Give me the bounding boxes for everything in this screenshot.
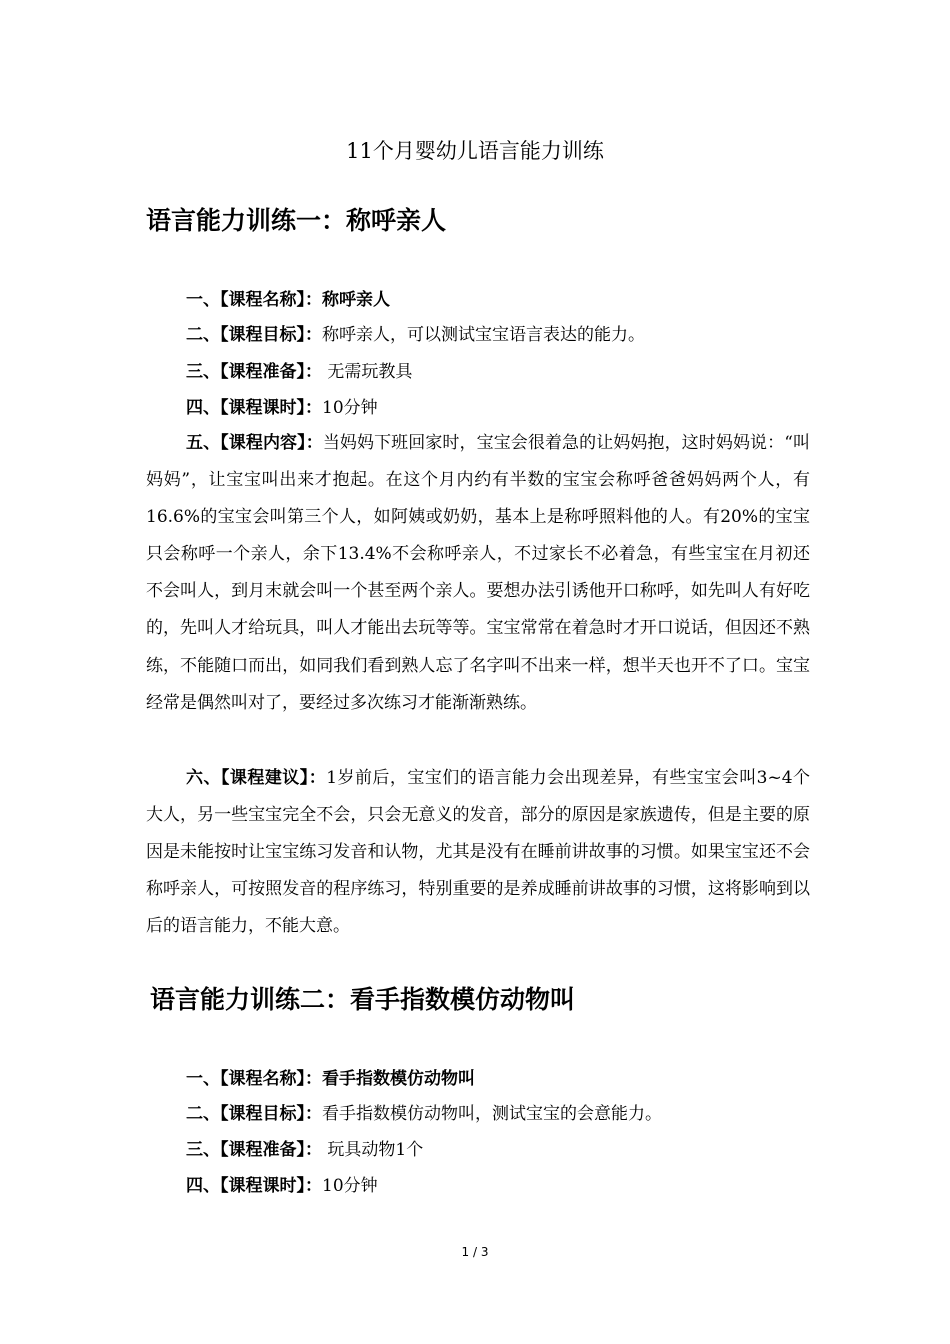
s1-course-goal-value: 称呼亲人，可以测试宝宝语言表达的能力。 — [322, 325, 645, 345]
s1-course-prep — [186, 360, 412, 384]
page-number: 1 / 3 — [461, 1245, 489, 1259]
s2-course-goal-label: 二、【课程目标】： — [186, 1104, 322, 1124]
s2-course-time — [186, 1174, 378, 1198]
s1-course-goal — [186, 323, 645, 347]
section-2-heading: 语言能力训练二：看手指数模仿动物叫 — [150, 985, 576, 1014]
s1-course-time-label: 四、【课程课时】： — [186, 398, 322, 418]
document-title: 11个月婴幼儿语言能力训练 — [346, 139, 604, 163]
s2-course-goal-value: 看手指数模仿动物叫，测试宝宝的会意能力。 — [322, 1104, 662, 1124]
s1-course-advice-value: 1岁前后，宝宝们的语言能力会出现差异，有些宝宝会叫3~4个大人，另一些宝宝完全不会，只会无意义的发音，部分的原因是家族遗传，但是主要的原因是未能按时让宝宝练习发音和认物，尤其是没有在睡前讲故事的习惯。如果宝宝还不会称呼亲人，可按照发音的程序练习，特别重要的是养成睡前讲故事的习惯，这将影响到以后的语言能力，不能大意。 — [146, 768, 811, 937]
s1-course-name — [186, 288, 390, 312]
s1-course-time — [186, 396, 378, 420]
s2-course-prep-value: 玩具动物1个 — [327, 1140, 424, 1160]
s1-course-name-label: 一、【课程名称】： — [186, 290, 322, 310]
s1-course-goal-label: 二、【课程目标】： — [186, 325, 322, 345]
s1-course-advice — [146, 760, 810, 945]
s1-course-name-value: 称呼亲人 — [322, 290, 390, 310]
s1-course-content — [146, 425, 810, 722]
s1-course-time-value: 10分钟 — [322, 398, 378, 418]
s2-course-name-value: 看手指数模仿动物叫 — [322, 1069, 475, 1089]
s2-course-name — [186, 1067, 475, 1091]
s2-course-goal — [186, 1102, 662, 1126]
s2-course-time-value: 10分钟 — [322, 1176, 378, 1196]
s2-course-time-label: 四、【课程课时】： — [186, 1176, 322, 1196]
s2-course-prep-label: 三、【课程准备】： — [186, 1140, 322, 1160]
s1-course-content-value: 当妈妈下班回家时，宝宝会很着急的让妈妈抱，这时妈妈说：“叫妈妈”，让宝宝叫出来才抱起。在这个月内约有半数的宝宝会称呼爸爸妈妈两个人，有16.6%的宝宝会叫第三个人，如阿姨或奶奶，基本上是称呼照料他的人。有20%的宝宝只会称呼一个亲人，余下13.4%不会称呼亲人，不过家长不必着急，有些宝宝在月初还不会叫人，到月末就会叫一个甚至两个亲人。要想办法引诱他开口称呼，如先叫人有好吃的，先叫人才给玩具，叫人才能出去玩等等。宝宝常常在着急时才开口说话，但因还不熟练，不能随口而出，如同我们看到熟人忘了名字叫不出来一样，想半天也开不了口。宝宝经常是偶然叫对了，要经过多次练习才能渐渐熟练。 — [146, 433, 810, 713]
s2-course-name-label: 一、【课程名称】： — [186, 1069, 322, 1089]
s2-course-prep — [186, 1138, 423, 1162]
s1-course-content-label: 五、【课程内容】： — [186, 433, 323, 453]
section-1-heading: 语言能力训练一：称呼亲人 — [146, 206, 447, 235]
s1-course-prep-value: 无需玩教具 — [327, 362, 413, 382]
s1-course-advice-label: 六、【课程建议】： — [186, 768, 327, 788]
s1-course-prep-label: 三、【课程准备】： — [186, 362, 322, 382]
